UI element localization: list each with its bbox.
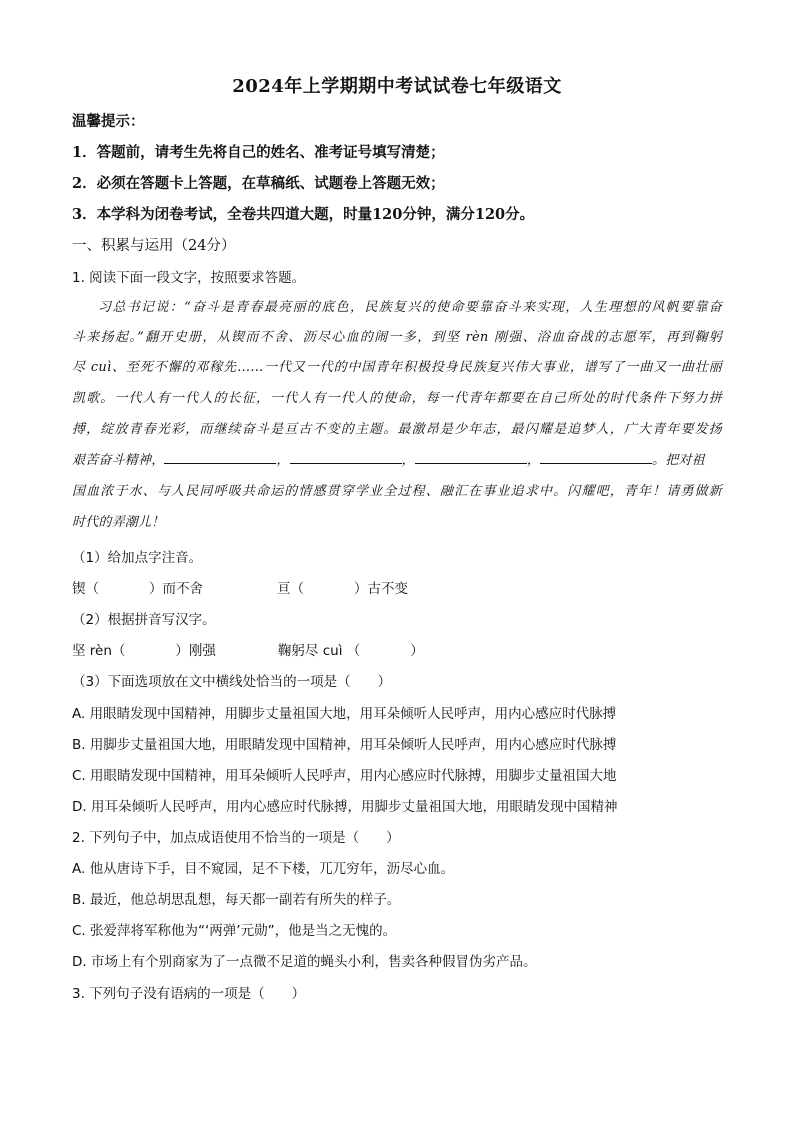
- q2-option-b: B. 最近，他总胡思乱想，每天都一副若有所失的样子。: [72, 892, 401, 908]
- passage-line-8: 时代的弄潮儿！: [72, 515, 165, 530]
- passage-line-1: 习总书记说：“奋斗是青春最亮丽的底色，民族复兴的使命要靠奋斗来实现，人生理想的风帆要靠奋: [98, 300, 722, 315]
- q1-sub3-option-d: D. 用耳朵倾听人民呼声，用内心感应时代脉搏，用脚步丈量祖国大地，用眼睛发现中国精神: [72, 799, 618, 815]
- notice-item-2: 2．必须在答题卡上答题，在草稿纸、试题卷上答题无效；: [72, 175, 445, 192]
- q1-sub1-items: [72, 577, 408, 597]
- sub1-b-post: ）古不变: [354, 581, 408, 597]
- notice-item-1: 1．答题前，请考生先将自己的姓名、准考证号填写清楚；: [72, 144, 445, 161]
- q1-sub3-label: （3）下面选项放在文中横线处恰当的一项是（ ）: [72, 674, 392, 690]
- passage-line-6-text: 艰苦奋斗精神，: [72, 453, 165, 468]
- q2-option-c: C. 张爱萍将军称他为“‘两弹’元勋”，他是当之无愧的。: [72, 923, 397, 939]
- q1-sub1-label: （1）给加点字注音。: [72, 550, 203, 566]
- q2-option-d: D. 市场上有个别商家为了一点微不足道的蝇头小利，售卖各种假冒伪劣产品。: [72, 954, 537, 970]
- q3-stem: 3. 下列句子没有语病的一项是（ ）: [72, 986, 306, 1002]
- answer-blank-4[interactable]: [540, 451, 652, 464]
- sub2-a-pre: 坚 rèn（: [72, 643, 126, 659]
- passage-line-7: 国血浓于水、与人民同呼吸共命运的情感贯穿学业全过程、融汇在事业追求中。闪耀吧，青年！请勇做新: [72, 484, 722, 499]
- sub1-a-post: ）而不舍: [149, 581, 203, 597]
- q1-sub3-option-b: B. 用脚步丈量祖国大地，用眼睛发现中国精神，用耳朵倾听人民呼声，用内心感应时代脉搏: [72, 737, 617, 753]
- q2-option-a: A. 他从唐诗下手，目不窥园，足不下楼，兀兀穷年，沥尽心血。: [72, 861, 455, 877]
- sub1-b-pre: 亘（: [277, 581, 304, 597]
- section-heading: 一、积累与运用（24分）: [72, 238, 236, 254]
- passage-line-2: 斗来扬起。”翻开史册，从锲而不舍、沥尽心血的闹一多，到坚 rèn 刚强、浴血奋战的志愿军，再到鞠躬: [72, 330, 722, 345]
- q1-sub2-items: [72, 639, 424, 659]
- sub2-b-pre: 鞠躬尽 cuì （: [277, 643, 361, 659]
- sub1-a-pre: 锲（: [72, 581, 99, 597]
- answer-blank-3[interactable]: [415, 451, 527, 464]
- q1-sub3-option-c: C. 用眼睛发现中国精神，用耳朵倾听人民呼声，用内心感应时代脉搏，用脚步丈量祖国大地: [72, 768, 617, 784]
- passage-line-6: 艰苦奋斗精神， ， ， ， 。把对祖: [72, 453, 705, 468]
- answer-blank-2[interactable]: [290, 451, 402, 464]
- passage-line-5: 搏，绽放青春光彩，而继续奋斗是亘古不变的主题。最激昂是少年志，最闪耀是追梦人，广大青年要发扬: [72, 422, 722, 437]
- sub2-a-post: ）刚强: [175, 643, 216, 659]
- passage-line-4: 凯歌。一代人有一代人的长征，一代人有一代人的使命，每一代青年都要在自己所处的时代条件下努力拼: [72, 391, 722, 406]
- answer-blank-1[interactable]: [164, 451, 276, 464]
- notice-heading: 温馨提示：: [72, 113, 145, 130]
- q1-sub3-option-a: A. 用眼睛发现中国精神，用脚步丈量祖国大地，用耳朵倾听人民呼声，用内心感应时代脉搏: [72, 706, 617, 722]
- q2-stem: 2. 下列句子中，加点成语使用不恰当的一项是（ ）: [72, 830, 400, 846]
- passage-line-3: 尽 cuì、至死不懈的邓稼先……一代又一代的中国青年积极投身民族复兴伟大事业，谱写了一曲又一曲壮丽: [72, 360, 722, 375]
- q1-sub2-label: （2）根据拼音写汉字。: [72, 612, 216, 628]
- passage-line-6-tail: 。把对祖: [652, 453, 705, 468]
- q1-stem: 1. 阅读下面一段文字，按照要求答题。: [72, 270, 306, 286]
- notice-item-3: 3．本学科为闭卷考试，全卷共四道大题，时量120分钟，满分120分。: [72, 206, 535, 223]
- page-title: 2024年上学期期中考试试卷七年级语文: [232, 76, 562, 97]
- sub2-b-post: ）: [410, 643, 424, 659]
